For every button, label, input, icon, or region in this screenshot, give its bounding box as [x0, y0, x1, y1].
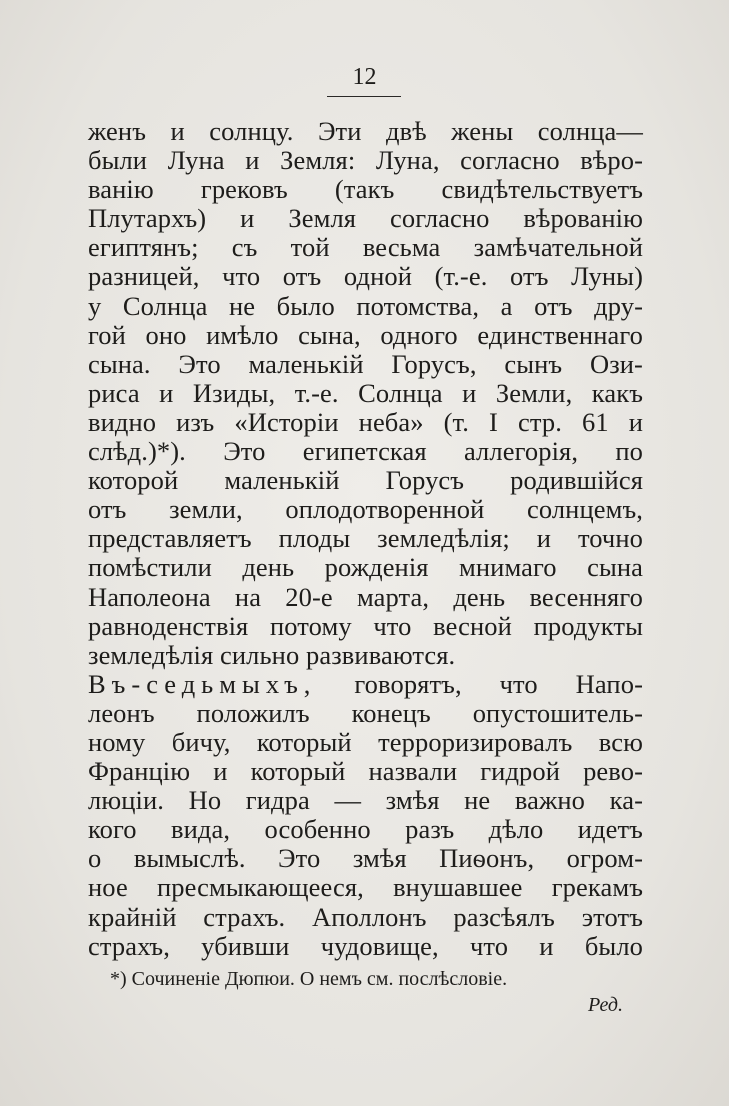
text-line: женъ и солнцу. Эти двѣ жены солнца— [88, 116, 643, 146]
text-line: египтянъ; съ той весьма замѣчательной [88, 232, 643, 263]
footnote [88, 966, 643, 1018]
footnote-text: *) Сочиненіе Дюпюи. О немъ см. послѣсловіе. [110, 968, 508, 990]
text-line: представляетъ плоды земледѣлія; и точно [88, 523, 643, 554]
text-line: леонъ положилъ конецъ опустошитель- [88, 697, 643, 728]
text-line: которой маленькій Горусъ родившійся [88, 465, 643, 496]
text-line-rest: говорятъ, что Напо- [316, 668, 643, 699]
text-line: Францію и который назвали гидрой рево- [88, 756, 643, 787]
text-line: видно изъ «Исторіи неба» (т. I стр. 61 и [88, 406, 643, 437]
text-line: страхъ, убивши чудовище, что и было [88, 930, 643, 961]
text-line: слѣд.)*). Это египетская аллегорія, по [88, 436, 643, 467]
text-line: ное пресмыкающееся, внушавшее грекамъ [88, 872, 643, 903]
text-line: земледѣлія сильно развиваются. [88, 639, 456, 670]
text-line: кого вида, особенно разъ дѣло идетъ [88, 814, 643, 845]
text-line: отъ земли, оплодотворенной солнцемъ, [88, 494, 643, 525]
body-text [88, 117, 643, 961]
text-line: равноденствія потому что весной продукты [88, 610, 643, 641]
editor-mark: Ред. [588, 994, 623, 1016]
page-number-underline [327, 96, 401, 97]
spaced-lead-word: Въ-седьмыхъ, [88, 668, 317, 699]
text-line: ванію грековъ (такъ свидѣтельствуетъ [88, 174, 643, 205]
text-line [88, 670, 643, 699]
text-line: крайній страхъ. Аполлонъ разсѣялъ этотъ [88, 901, 643, 932]
text-line: риса и Изиды, т.-е. Солнца и Земли, какъ [88, 377, 643, 408]
page-number: 12 [352, 64, 377, 90]
text-line: гой оно имѣло сына, одного единственнаго [88, 319, 643, 350]
text-line: помѣстили день рожденія мнимаго сына [88, 552, 643, 583]
text-line: люціи. Но гидра — змѣя не важно ка- [88, 785, 643, 816]
text-line: у Солнца не было потомства, а отъ дру- [88, 290, 643, 321]
text-line: ному бичу, который терроризировалъ всю [88, 726, 643, 757]
text-line: разницей, что отъ одной (т.-е. отъ Луны) [88, 261, 643, 292]
text-line: сына. Это маленькій Горусъ, сынъ Ози- [88, 348, 643, 379]
text-line: Наполеона на 20-е марта, день весенняго [88, 581, 643, 612]
text-line: о вымыслѣ. Это змѣя Пиѳонъ, огром- [88, 843, 643, 874]
text-line: Плутархъ) и Земля согласно вѣрованію [88, 203, 643, 234]
text-line: были Луна и Земля: Луна, согласно вѣро- [88, 145, 643, 176]
